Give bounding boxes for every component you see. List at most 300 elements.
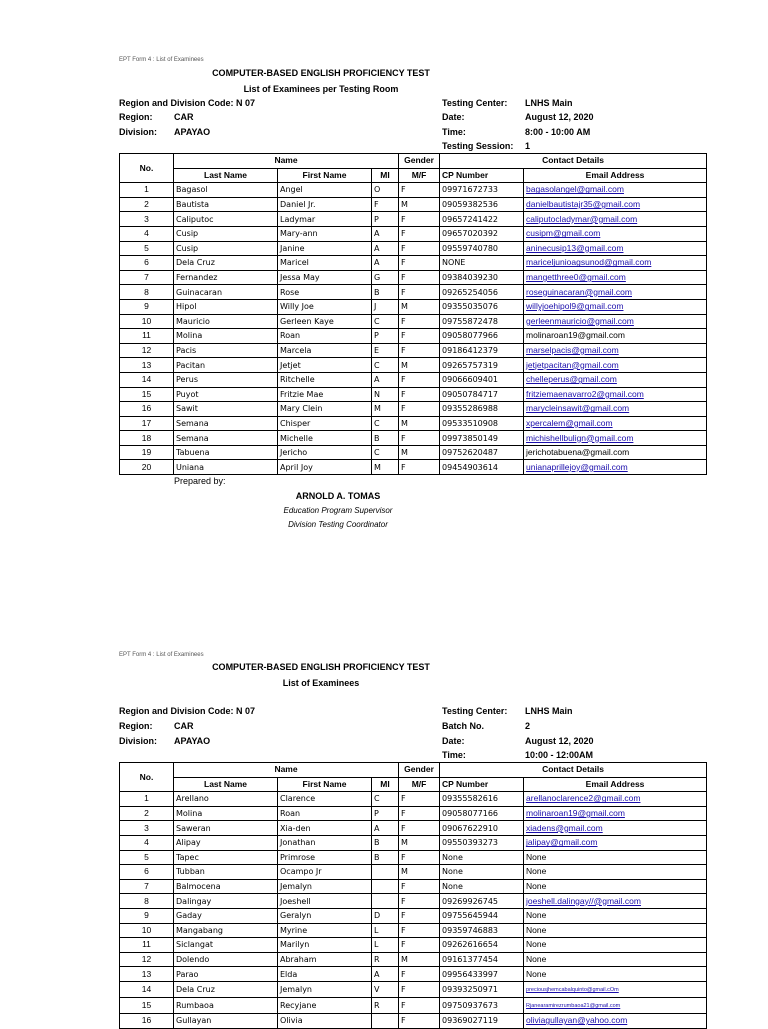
email-cell[interactable] — [524, 402, 707, 417]
last-name-cell: Saweran — [174, 821, 278, 836]
email-cell[interactable] — [524, 894, 707, 909]
email-cell[interactable] — [524, 460, 707, 475]
region-division-code: Region and Division Code: N 07 — [119, 98, 256, 108]
mi-cell — [372, 1013, 399, 1028]
email-cell[interactable] — [524, 821, 707, 836]
row-number: 4 — [120, 835, 174, 850]
table-row — [120, 445, 707, 460]
row-number: 5 — [120, 241, 174, 256]
last-name-cell: Puyot — [174, 387, 278, 402]
table-row — [120, 821, 707, 836]
email-link[interactable]: willyjoehipol9@gmail.com — [526, 301, 624, 312]
gender-cell: F — [399, 821, 440, 836]
mi-cell: A — [372, 226, 399, 241]
email-cell[interactable] — [524, 299, 707, 314]
email-link[interactable]: marycleinsawit@gmail.com — [526, 403, 630, 414]
row-number: 1 — [120, 792, 174, 807]
email-link[interactable]: bagasolangel@gmail.com — [526, 184, 624, 195]
header-mi: MI — [372, 168, 399, 183]
date-value: August 12, 2020 — [525, 112, 594, 122]
time-label: Time: — [442, 750, 466, 760]
table-row — [120, 792, 707, 807]
table-row — [120, 299, 707, 314]
first-name-cell: Recyjane — [278, 997, 372, 1013]
mi-cell: D — [372, 908, 399, 923]
gender-cell: F — [399, 431, 440, 446]
examinee-table — [119, 762, 707, 1029]
cp-number-cell: 09067622910 — [440, 821, 524, 836]
header-contact: Contact Details — [440, 763, 707, 778]
header-no: No. — [120, 154, 174, 183]
table-row — [120, 894, 707, 909]
email-link[interactable]: oliviagullayan@yahoo.com — [526, 1015, 628, 1026]
row-number: 15 — [120, 387, 174, 402]
cp-number-cell: 09059382536 — [440, 197, 524, 212]
gender-cell: F — [399, 997, 440, 1013]
first-name-cell: Jetjet — [278, 358, 372, 373]
table-row — [120, 431, 707, 446]
last-name-cell: Cusip — [174, 226, 278, 241]
batch-value: 2 — [525, 721, 531, 731]
gender-cell: F — [399, 938, 440, 953]
first-name-cell: Geralyn — [278, 908, 372, 923]
email-link[interactable]: Rjanearamirezrumbaoa21@gmail.com — [526, 1002, 621, 1009]
cp-number-cell: 09956433997 — [440, 967, 524, 982]
table-row — [120, 402, 707, 417]
email-cell[interactable] — [524, 792, 707, 807]
email-text: molinaroan19@gmail.com — [526, 330, 625, 341]
last-name-cell: Tubban — [174, 865, 278, 880]
header-no: No. — [120, 763, 174, 792]
first-name-cell: Roan — [278, 329, 372, 344]
cp-number-cell: 09066609401 — [440, 372, 524, 387]
date-label: Date: — [442, 736, 465, 746]
last-name-cell: Bagasol — [174, 183, 278, 198]
gender-cell: F — [399, 372, 440, 387]
mi-cell: F — [372, 197, 399, 212]
form-label: EPT Form 4 : List of Examinees — [119, 652, 204, 658]
mi-cell: B — [372, 431, 399, 446]
table-row — [120, 806, 707, 821]
email-cell[interactable] — [524, 270, 707, 285]
email-cell[interactable] — [524, 372, 707, 387]
first-name-cell: Rose — [278, 285, 372, 300]
email-link[interactable]: jalipay@gmail.com — [526, 837, 598, 848]
gender-cell: F — [399, 981, 440, 997]
header-last-name: Last Name — [174, 777, 278, 792]
table-row — [120, 923, 707, 938]
row-number: 13 — [120, 358, 174, 373]
email-cell — [524, 938, 707, 953]
cp-number-cell: None — [440, 879, 524, 894]
mi-cell: P — [372, 806, 399, 821]
mi-cell — [372, 879, 399, 894]
header-cp: CP Number — [440, 168, 524, 183]
row-number: 8 — [120, 285, 174, 300]
signatory-name: ARNOLD A. TOMAS — [295, 491, 381, 501]
row-number: 2 — [120, 197, 174, 212]
email-link[interactable]: marselpacis@gmail.com — [526, 345, 619, 356]
mi-cell: P — [372, 329, 399, 344]
last-name-cell: Sawit — [174, 402, 278, 417]
cp-number-cell: 09058077966 — [440, 329, 524, 344]
gender-cell: M — [399, 445, 440, 460]
table-row — [120, 835, 707, 850]
mi-cell — [372, 894, 399, 909]
first-name-cell: Michelle — [278, 431, 372, 446]
first-name-cell: April Joy — [278, 460, 372, 475]
cp-number-cell: 09755872478 — [440, 314, 524, 329]
last-name-cell: Uniana — [174, 460, 278, 475]
last-name-cell: Cusip — [174, 241, 278, 256]
first-name-cell: Joeshell — [278, 894, 372, 909]
gender-cell: F — [399, 879, 440, 894]
cp-number-cell: 09384039230 — [440, 270, 524, 285]
last-name-cell: Dolendo — [174, 952, 278, 967]
last-name-cell: Molina — [174, 806, 278, 821]
row-number: 16 — [120, 402, 174, 417]
row-number: 9 — [120, 299, 174, 314]
mi-cell: B — [372, 835, 399, 850]
header-first-name: First Name — [278, 777, 372, 792]
doc-subtitle: List of Examinees — [282, 678, 360, 688]
gender-cell: F — [399, 314, 440, 329]
mi-cell: C — [372, 416, 399, 431]
first-name-cell: Jericho — [278, 445, 372, 460]
first-name-cell: Ocampo Jr — [278, 865, 372, 880]
gender-cell: F — [399, 894, 440, 909]
email-link[interactable]: xpercalem@gmail.com — [526, 417, 613, 428]
gender-cell: M — [399, 197, 440, 212]
first-name-cell: Angel — [278, 183, 372, 198]
gender-cell: F — [399, 967, 440, 982]
testing-center-value: LNHS Main — [525, 98, 573, 108]
row-number: 10 — [120, 314, 174, 329]
email-link[interactable]: chelleperus@gmail.com — [526, 374, 617, 385]
email-link[interactable]: xiadens@gmail.com — [526, 822, 603, 833]
cp-number-cell: 09355286988 — [440, 402, 524, 417]
cp-number-cell: 09454903614 — [440, 460, 524, 475]
gender-cell: F — [399, 806, 440, 821]
cp-number-cell: 09657020392 — [440, 226, 524, 241]
email-link[interactable]: roseguinacaran@gmail.com — [526, 286, 632, 297]
division-value: APAYAO — [174, 736, 211, 746]
mi-cell: B — [372, 285, 399, 300]
first-name-cell: Abraham — [278, 952, 372, 967]
first-name-cell: Chisper — [278, 416, 372, 431]
mi-cell: L — [372, 938, 399, 953]
mi-cell: P — [372, 212, 399, 227]
last-name-cell: Alipay — [174, 835, 278, 850]
email-link[interactable]: preciousjhemcabalquinto@gmail.cOm — [526, 986, 619, 993]
gender-cell: F — [399, 329, 440, 344]
last-name-cell: Semana — [174, 431, 278, 446]
row-number: 2 — [120, 806, 174, 821]
row-number: 12 — [120, 343, 174, 358]
first-name-cell: Olivia — [278, 1013, 372, 1028]
first-name-cell: Marilyn — [278, 938, 372, 953]
testing-center-label: Testing Center: — [442, 98, 508, 108]
mi-cell: C — [372, 792, 399, 807]
email-link[interactable]: cusipm@gmail.com — [526, 228, 601, 239]
gender-cell: F — [399, 343, 440, 358]
cp-number-cell: 09752620487 — [440, 445, 524, 460]
mi-cell: R — [372, 997, 399, 1013]
first-name-cell: Mary-ann — [278, 226, 372, 241]
email-cell — [524, 967, 707, 982]
email-cell[interactable] — [524, 431, 707, 446]
last-name-cell: Arellano — [174, 792, 278, 807]
mi-cell: A — [372, 256, 399, 271]
header-last-name: Last Name — [174, 168, 278, 183]
email-text: None — [526, 954, 547, 965]
doc-title: COMPUTER-BASED ENGLISH PROFICIENCY TEST — [212, 68, 430, 78]
first-name-cell: Myrine — [278, 923, 372, 938]
cp-number-cell: 09050784717 — [440, 387, 524, 402]
email-link[interactable]: aninecusip13@gmail.com — [526, 242, 624, 253]
last-name-cell: Dela Cruz — [174, 256, 278, 271]
mi-cell: A — [372, 241, 399, 256]
cp-number-cell: 09186412379 — [440, 343, 524, 358]
date-value: August 12, 2020 — [525, 736, 594, 746]
region-value: CAR — [174, 721, 194, 731]
email-cell[interactable] — [524, 387, 707, 402]
last-name-cell: Parao — [174, 967, 278, 982]
email-cell[interactable] — [524, 197, 707, 212]
email-link[interactable]: mariceljunioagsunod@gmail.com — [526, 257, 652, 268]
mi-cell: A — [372, 372, 399, 387]
last-name-cell: Fernandez — [174, 270, 278, 285]
table-row — [120, 314, 707, 329]
email-text: None — [526, 851, 547, 862]
row-number: 9 — [120, 908, 174, 923]
email-link[interactable]: joeshell.dalingay//@gmail.com — [526, 895, 641, 906]
gender-cell: F — [399, 256, 440, 271]
last-name-cell: Pacis — [174, 343, 278, 358]
gender-cell: F — [399, 923, 440, 938]
last-name-cell: Pacitan — [174, 358, 278, 373]
first-name-cell: Willy Joe — [278, 299, 372, 314]
email-text: jerichotabuena@gmail.com — [526, 447, 630, 458]
first-name-cell: Roan — [278, 806, 372, 821]
doc-title: COMPUTER-BASED ENGLISH PROFICIENCY TEST — [212, 662, 430, 672]
email-cell[interactable] — [524, 183, 707, 198]
gender-cell: F — [399, 226, 440, 241]
email-cell[interactable] — [524, 806, 707, 821]
testing-center-value: LNHS Main — [525, 706, 573, 716]
last-name-cell: Dela Cruz — [174, 981, 278, 997]
row-number: 11 — [120, 938, 174, 953]
division-label: Division: — [119, 127, 158, 137]
first-name-cell: Jessa May — [278, 270, 372, 285]
signatory-title-1: Education Program Supervisor — [283, 506, 393, 515]
last-name-cell: Mauricio — [174, 314, 278, 329]
last-name-cell: Gaday — [174, 908, 278, 923]
header-email: Email Address — [524, 777, 707, 792]
header-name: Name — [174, 154, 399, 169]
row-number: 17 — [120, 416, 174, 431]
header-name: Name — [174, 763, 399, 778]
email-cell[interactable] — [524, 981, 707, 997]
header-gender: Gender — [399, 154, 440, 169]
email-cell[interactable] — [524, 256, 707, 271]
row-number: 7 — [120, 270, 174, 285]
email-link[interactable]: fritziemaenavarro2@gmail.com — [526, 388, 644, 399]
table-row — [120, 997, 707, 1013]
region-division-code: Region and Division Code: N 07 — [119, 706, 256, 716]
cp-number-cell: 09971672733 — [440, 183, 524, 198]
row-number: 4 — [120, 226, 174, 241]
email-link[interactable]: danielbautistajr35@gmail.com — [526, 199, 641, 210]
time-value: 8:00 - 10:00 AM — [525, 127, 591, 137]
table-row — [120, 1013, 707, 1028]
first-name-cell: Maricel — [278, 256, 372, 271]
mi-cell — [372, 865, 399, 880]
gender-cell: M — [399, 835, 440, 850]
cp-number-cell: NONE — [440, 256, 524, 271]
email-link[interactable]: jetjetpacitan@gmail.com — [526, 359, 619, 370]
gender-cell: F — [399, 212, 440, 227]
mi-cell: C — [372, 358, 399, 373]
table-row — [120, 256, 707, 271]
email-cell[interactable] — [524, 212, 707, 227]
email-cell[interactable] — [524, 314, 707, 329]
row-number: 7 — [120, 879, 174, 894]
cp-number-cell: 09359746883 — [440, 923, 524, 938]
first-name-cell: Mary Clein — [278, 402, 372, 417]
region-label: Region: — [119, 112, 153, 122]
table-row — [120, 270, 707, 285]
gender-cell: F — [399, 402, 440, 417]
first-name-cell: Ritchelle — [278, 372, 372, 387]
email-cell[interactable] — [524, 358, 707, 373]
email-cell[interactable] — [524, 997, 707, 1013]
row-number: 12 — [120, 952, 174, 967]
cp-number-cell: 09657241422 — [440, 212, 524, 227]
mi-cell: V — [372, 981, 399, 997]
email-link[interactable]: gerleenmauricio@gmail.com — [526, 315, 634, 326]
row-number: 6 — [120, 256, 174, 271]
cp-number-cell: 09265254056 — [440, 285, 524, 300]
email-cell[interactable] — [524, 285, 707, 300]
gender-cell: F — [399, 285, 440, 300]
cp-number-cell: 09058077166 — [440, 806, 524, 821]
row-number: 10 — [120, 923, 174, 938]
row-number: 5 — [120, 850, 174, 865]
gender-cell: F — [399, 908, 440, 923]
date-label: Date: — [442, 112, 465, 122]
row-number: 14 — [120, 981, 174, 997]
table-row — [120, 372, 707, 387]
time-label: Time: — [442, 127, 466, 137]
email-cell — [524, 952, 707, 967]
email-cell[interactable] — [524, 343, 707, 358]
region-label: Region: — [119, 721, 153, 731]
first-name-cell: Janine — [278, 241, 372, 256]
row-number: 11 — [120, 329, 174, 344]
testing-center-label: Testing Center: — [442, 706, 508, 716]
last-name-cell: Balmocena — [174, 879, 278, 894]
session-value: 1 — [525, 141, 531, 151]
region-value: CAR — [174, 112, 194, 122]
first-name-cell: Jemalyn — [278, 981, 372, 997]
cp-number-cell: 09533510908 — [440, 416, 524, 431]
header-email: Email Address — [524, 168, 707, 183]
first-name-cell: Jonathan — [278, 835, 372, 850]
email-link[interactable]: mangetthree0@gmail.com — [526, 272, 626, 283]
row-number: 20 — [120, 460, 174, 475]
gender-cell: M — [399, 358, 440, 373]
mi-cell: C — [372, 314, 399, 329]
table-row — [120, 226, 707, 241]
gender-cell: F — [399, 270, 440, 285]
header-mi: MI — [372, 777, 399, 792]
header-mf: M/F — [399, 168, 440, 183]
email-link[interactable]: caliputocladymar@gmail.com — [526, 213, 638, 224]
table-row — [120, 197, 707, 212]
row-number: 15 — [120, 997, 174, 1013]
email-link[interactable]: arellanoclarence2@gmail.com — [526, 793, 641, 804]
email-link[interactable]: molinaroan19@gmail.com — [526, 808, 625, 819]
first-name-cell: Ladymar — [278, 212, 372, 227]
email-link[interactable]: michishellbulign@gmail.com — [526, 432, 634, 443]
row-number: 3 — [120, 821, 174, 836]
gender-cell: M — [399, 416, 440, 431]
table-row — [120, 416, 707, 431]
last-name-cell: Hipol — [174, 299, 278, 314]
last-name-cell: Guinacaran — [174, 285, 278, 300]
email-cell[interactable] — [524, 835, 707, 850]
email-cell[interactable] — [524, 1013, 707, 1028]
table-row — [120, 241, 707, 256]
mi-cell: B — [372, 850, 399, 865]
row-number: 19 — [120, 445, 174, 460]
email-cell — [524, 908, 707, 923]
cp-number-cell: 09355035076 — [440, 299, 524, 314]
last-name-cell: Molina — [174, 329, 278, 344]
email-cell[interactable] — [524, 416, 707, 431]
table-row — [120, 981, 707, 997]
table-row — [120, 908, 707, 923]
gender-cell: F — [399, 183, 440, 198]
last-name-cell: Tapec — [174, 850, 278, 865]
examinee-table — [119, 153, 707, 475]
mi-cell: C — [372, 445, 399, 460]
last-name-cell: Tabuena — [174, 445, 278, 460]
email-text: None — [526, 968, 547, 979]
email-cell — [524, 865, 707, 880]
cp-number-cell: 09559740780 — [440, 241, 524, 256]
last-name-cell: Caliputoc — [174, 212, 278, 227]
last-name-cell: Mangabang — [174, 923, 278, 938]
email-cell[interactable] — [524, 241, 707, 256]
mi-cell: N — [372, 387, 399, 402]
header-mf: M/F — [399, 777, 440, 792]
mi-cell: L — [372, 923, 399, 938]
email-link[interactable]: unianaprillejoy@gmail.com — [526, 461, 628, 472]
last-name-cell: Gullayan — [174, 1013, 278, 1028]
prepared-by-label: Prepared by: — [174, 476, 226, 486]
email-cell[interactable] — [524, 226, 707, 241]
email-cell — [524, 850, 707, 865]
first-name-cell: Fritzie Mae — [278, 387, 372, 402]
email-text: None — [526, 939, 547, 950]
cp-number-cell: 09755645944 — [440, 908, 524, 923]
header-cp: CP Number — [440, 777, 524, 792]
first-name-cell: Gerleen Kaye — [278, 314, 372, 329]
gender-cell: F — [399, 387, 440, 402]
table-row — [120, 938, 707, 953]
